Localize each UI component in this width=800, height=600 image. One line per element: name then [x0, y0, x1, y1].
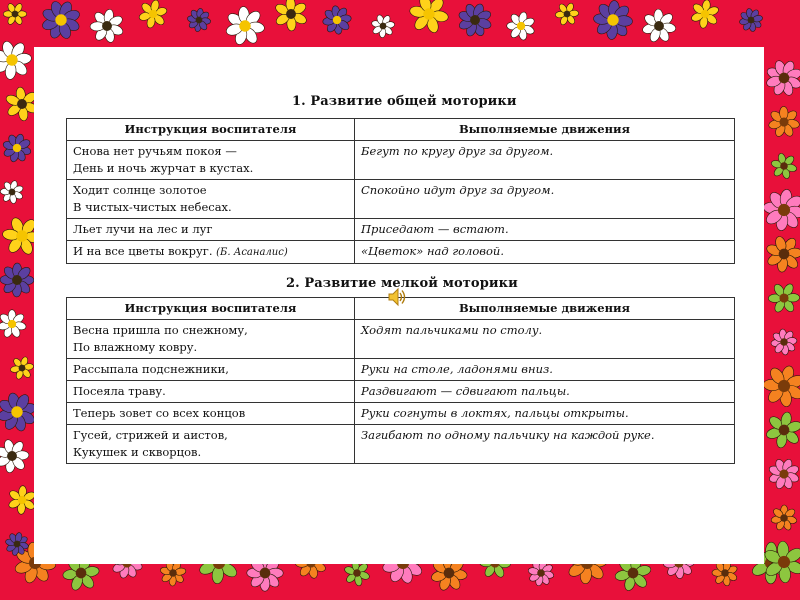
- flower-decoration: [0, 310, 27, 339]
- instruction-line: И на все цветы вокруг.: [73, 244, 213, 258]
- instruction-cell: [67, 241, 355, 264]
- instruction-line: По влажному ковру.: [73, 340, 198, 354]
- header-movements: Выполняемые движения: [355, 119, 735, 141]
- section1-title: 1. Развитие общей моторики: [292, 94, 517, 109]
- flower-decoration: [768, 458, 800, 490]
- table-row: [67, 219, 735, 241]
- instruction-line: В чистых-чистых небесах.: [73, 200, 232, 214]
- flower-decoration: [641, 9, 676, 43]
- instruction-cell: [67, 180, 355, 219]
- flower-decoration: [555, 2, 579, 26]
- flower-decoration: [690, 0, 719, 29]
- poem-author: (Б. Асаналис): [216, 247, 288, 258]
- instruction-cell: [67, 141, 355, 180]
- flower-decoration: [138, 0, 168, 29]
- movement-cell: Руки на столе, ладонями вниз.: [355, 359, 735, 381]
- table-row: [67, 381, 735, 403]
- table-row: [67, 425, 735, 464]
- movement-cell: Загибают по одному пальчику на каждой руке.: [355, 425, 735, 464]
- header-instruction: Инструкция воспитателя: [67, 298, 355, 320]
- flower-decoration: [765, 235, 800, 273]
- instruction-cell: [67, 359, 355, 381]
- table-row: [67, 141, 735, 180]
- table-row: [67, 320, 735, 359]
- flower-decoration: [3, 2, 26, 25]
- flower-decoration: [371, 14, 395, 38]
- flower-decoration: [739, 8, 763, 32]
- movement-cell: Раздвигают — сдвигают пальцы.: [355, 381, 735, 403]
- gross-motor-table: [66, 118, 735, 264]
- flower-decoration: [7, 485, 36, 514]
- speaker-icon[interactable]: [386, 286, 408, 308]
- movement-cell: Руки согнуты в локтях, пальцы открыты.: [355, 403, 735, 425]
- flower-decoration: [187, 8, 211, 32]
- instruction-line: Весна пришла по снежному,: [73, 323, 248, 337]
- instruction-line: Рассыпала подснежники,: [73, 362, 229, 376]
- flower-decoration: [0, 40, 32, 80]
- fine-motor-table: [66, 297, 735, 464]
- flower-decoration: [322, 5, 351, 34]
- instruction-line: Посеяла траву.: [73, 384, 166, 398]
- flower-decoration: [768, 106, 800, 138]
- flower-decoration: [409, 0, 449, 34]
- table-row: [67, 180, 735, 219]
- flower-decoration: [0, 263, 34, 297]
- flower-decoration: [90, 9, 124, 44]
- flower-decoration: [2, 133, 32, 163]
- flower-decoration: [771, 329, 798, 356]
- flower-decoration: [593, 0, 633, 40]
- table-row: [67, 241, 735, 264]
- flower-decoration: [274, 0, 308, 31]
- movement-cell: Ходят пальчиками по столу.: [355, 320, 735, 359]
- movement-cell: «Цветок» над головой.: [355, 241, 735, 264]
- instruction-cell: [67, 381, 355, 403]
- instruction-line: Снова нет ручьям покоя —: [73, 144, 237, 158]
- table-header-row: [67, 119, 735, 141]
- instruction-line: Гусей, стрижей и аистов,: [73, 428, 228, 442]
- movement-cell: Спокойно идут друг за другом.: [355, 180, 735, 219]
- instruction-cell: [67, 403, 355, 425]
- instruction-line: Теперь зовет со всех концов: [73, 406, 246, 420]
- section2-title: 2. Развитие мелкой моторики: [286, 276, 518, 291]
- instruction-line-with-author: [73, 243, 348, 261]
- flower-decoration: [0, 180, 24, 204]
- flower-decoration: [771, 153, 798, 180]
- flower-decoration: [225, 6, 265, 46]
- instruction-line: Льет лучи на лес и луг: [73, 222, 213, 236]
- header-movements: Выполняемые движения: [355, 298, 735, 320]
- flower-decoration: [507, 11, 536, 41]
- flower-decoration: [768, 282, 799, 313]
- flower-decoration: [458, 3, 493, 38]
- table-row: [67, 403, 735, 425]
- flower-decoration: [771, 505, 798, 531]
- flower-decoration: [765, 59, 800, 97]
- movement-cell: Приседают — встают.: [355, 219, 735, 241]
- flower-decoration: [10, 356, 34, 380]
- flower-decoration: [0, 439, 29, 474]
- table-row: [67, 359, 735, 381]
- flower-decoration: [0, 392, 37, 432]
- flower-decoration: [763, 364, 800, 407]
- flower-decoration: [763, 189, 800, 232]
- flower-decoration: [41, 0, 81, 40]
- instruction-cell: [67, 320, 355, 359]
- instruction-line: День и ночь журчат в кустах.: [73, 161, 254, 175]
- movement-cell: Бегут по кругу друг за другом.: [355, 141, 735, 180]
- instruction-cell: [67, 425, 355, 464]
- instruction-cell: [67, 219, 355, 241]
- instruction-line: Ходит солнце золотое: [73, 183, 207, 197]
- flower-decoration: [765, 411, 800, 449]
- header-instruction: Инструкция воспитателя: [67, 119, 355, 141]
- instruction-line: Кукушек и скворцов.: [73, 445, 202, 459]
